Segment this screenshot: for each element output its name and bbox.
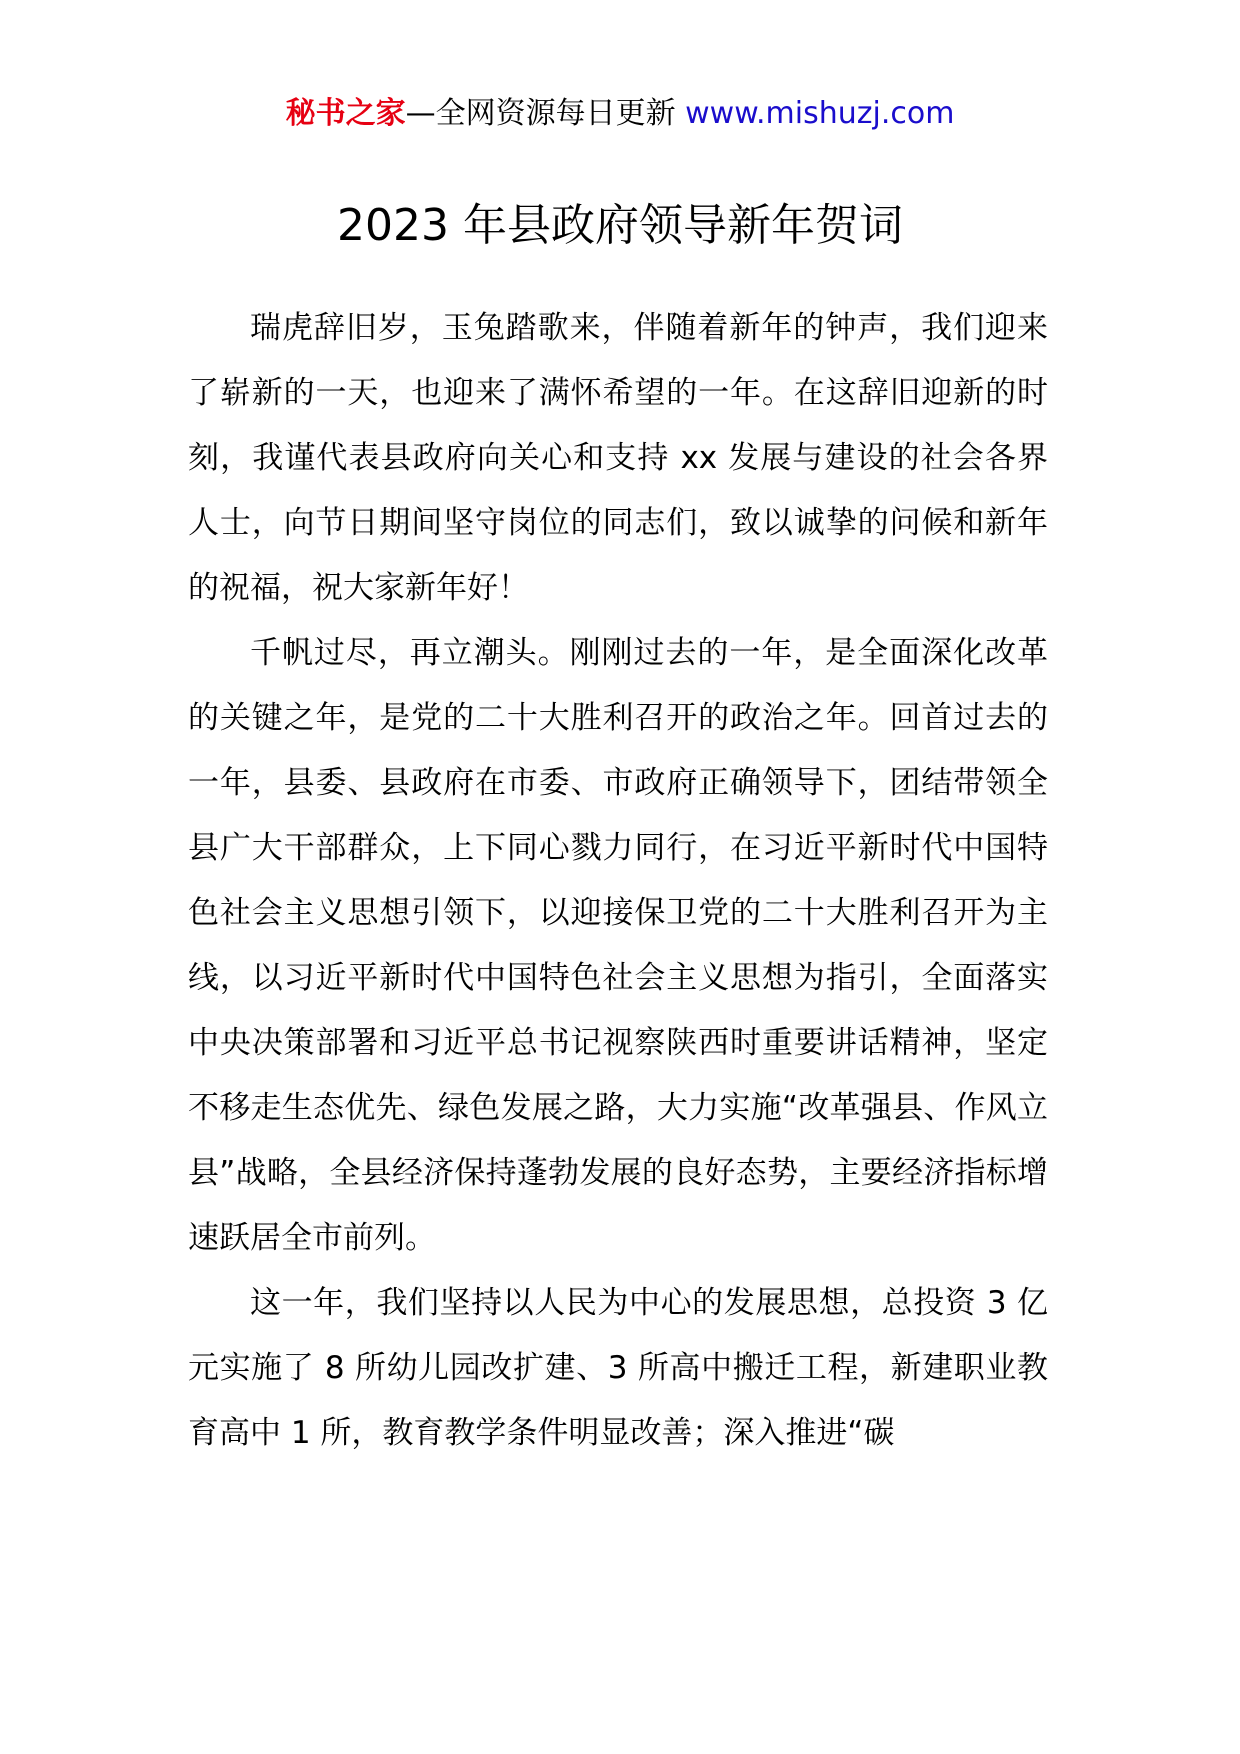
site-tagline: —全网资源每日更新 bbox=[405, 96, 686, 131]
paragraph-2: 千帆过尽，再立潮头。刚刚过去的一年，是全面深化改革的关键之年，是党的二十大胜利召开的政治之年。回首过去的一年，县委、县政府在市委、市政府正确领导下，团结带领全县广大干部群众，上下同心戮力同行，在习近平新时代中国特色社会主义思想引领下，以迎接保卫党的二十大胜利召开为主线，以习近平新时代中国特色社会主义思想为指引，全面落实中央决策部署和习近平总书记视察陕西时重要讲话精神，坚定不移走生态优先、绿色发展之路，大力实施“改革强县、作风立县”战略，全县经济保持蓬勃发展的良好态势，主要经济指标增速跃居全市前列。 bbox=[188, 635, 1048, 1256]
site-header bbox=[0, 94, 1240, 134]
site-brand: 秘书之家 bbox=[285, 96, 406, 131]
site-url-link[interactable]: www.mishuzj.com bbox=[685, 96, 955, 131]
document-body bbox=[188, 296, 1048, 1466]
paragraph-1: 瑞虎辞旧岁，玉兔踏歌来，伴随着新年的钟声，我们迎来了崭新的一天，也迎来了满怀希望的一年。在这辞旧迎新的时刻，我谨代表县政府向关心和支持 xx 发展与建设的社会各界人士，向节日期间坚守岗位的同志们，致以诚挚的问候和新年的祝福，祝大家新年好！ bbox=[188, 310, 1048, 606]
paragraph-3: 这一年，我们坚持以人民为中心的发展思想，总投资 3 亿元实施了 8 所幼儿园改扩建、3 所高中搬迁工程，新建职业教育高中 1 所，教育教学条件明显改善；深入推进“碳 bbox=[188, 1285, 1048, 1451]
document-title: 2023 年县政府领导新年贺词 bbox=[337, 200, 903, 251]
